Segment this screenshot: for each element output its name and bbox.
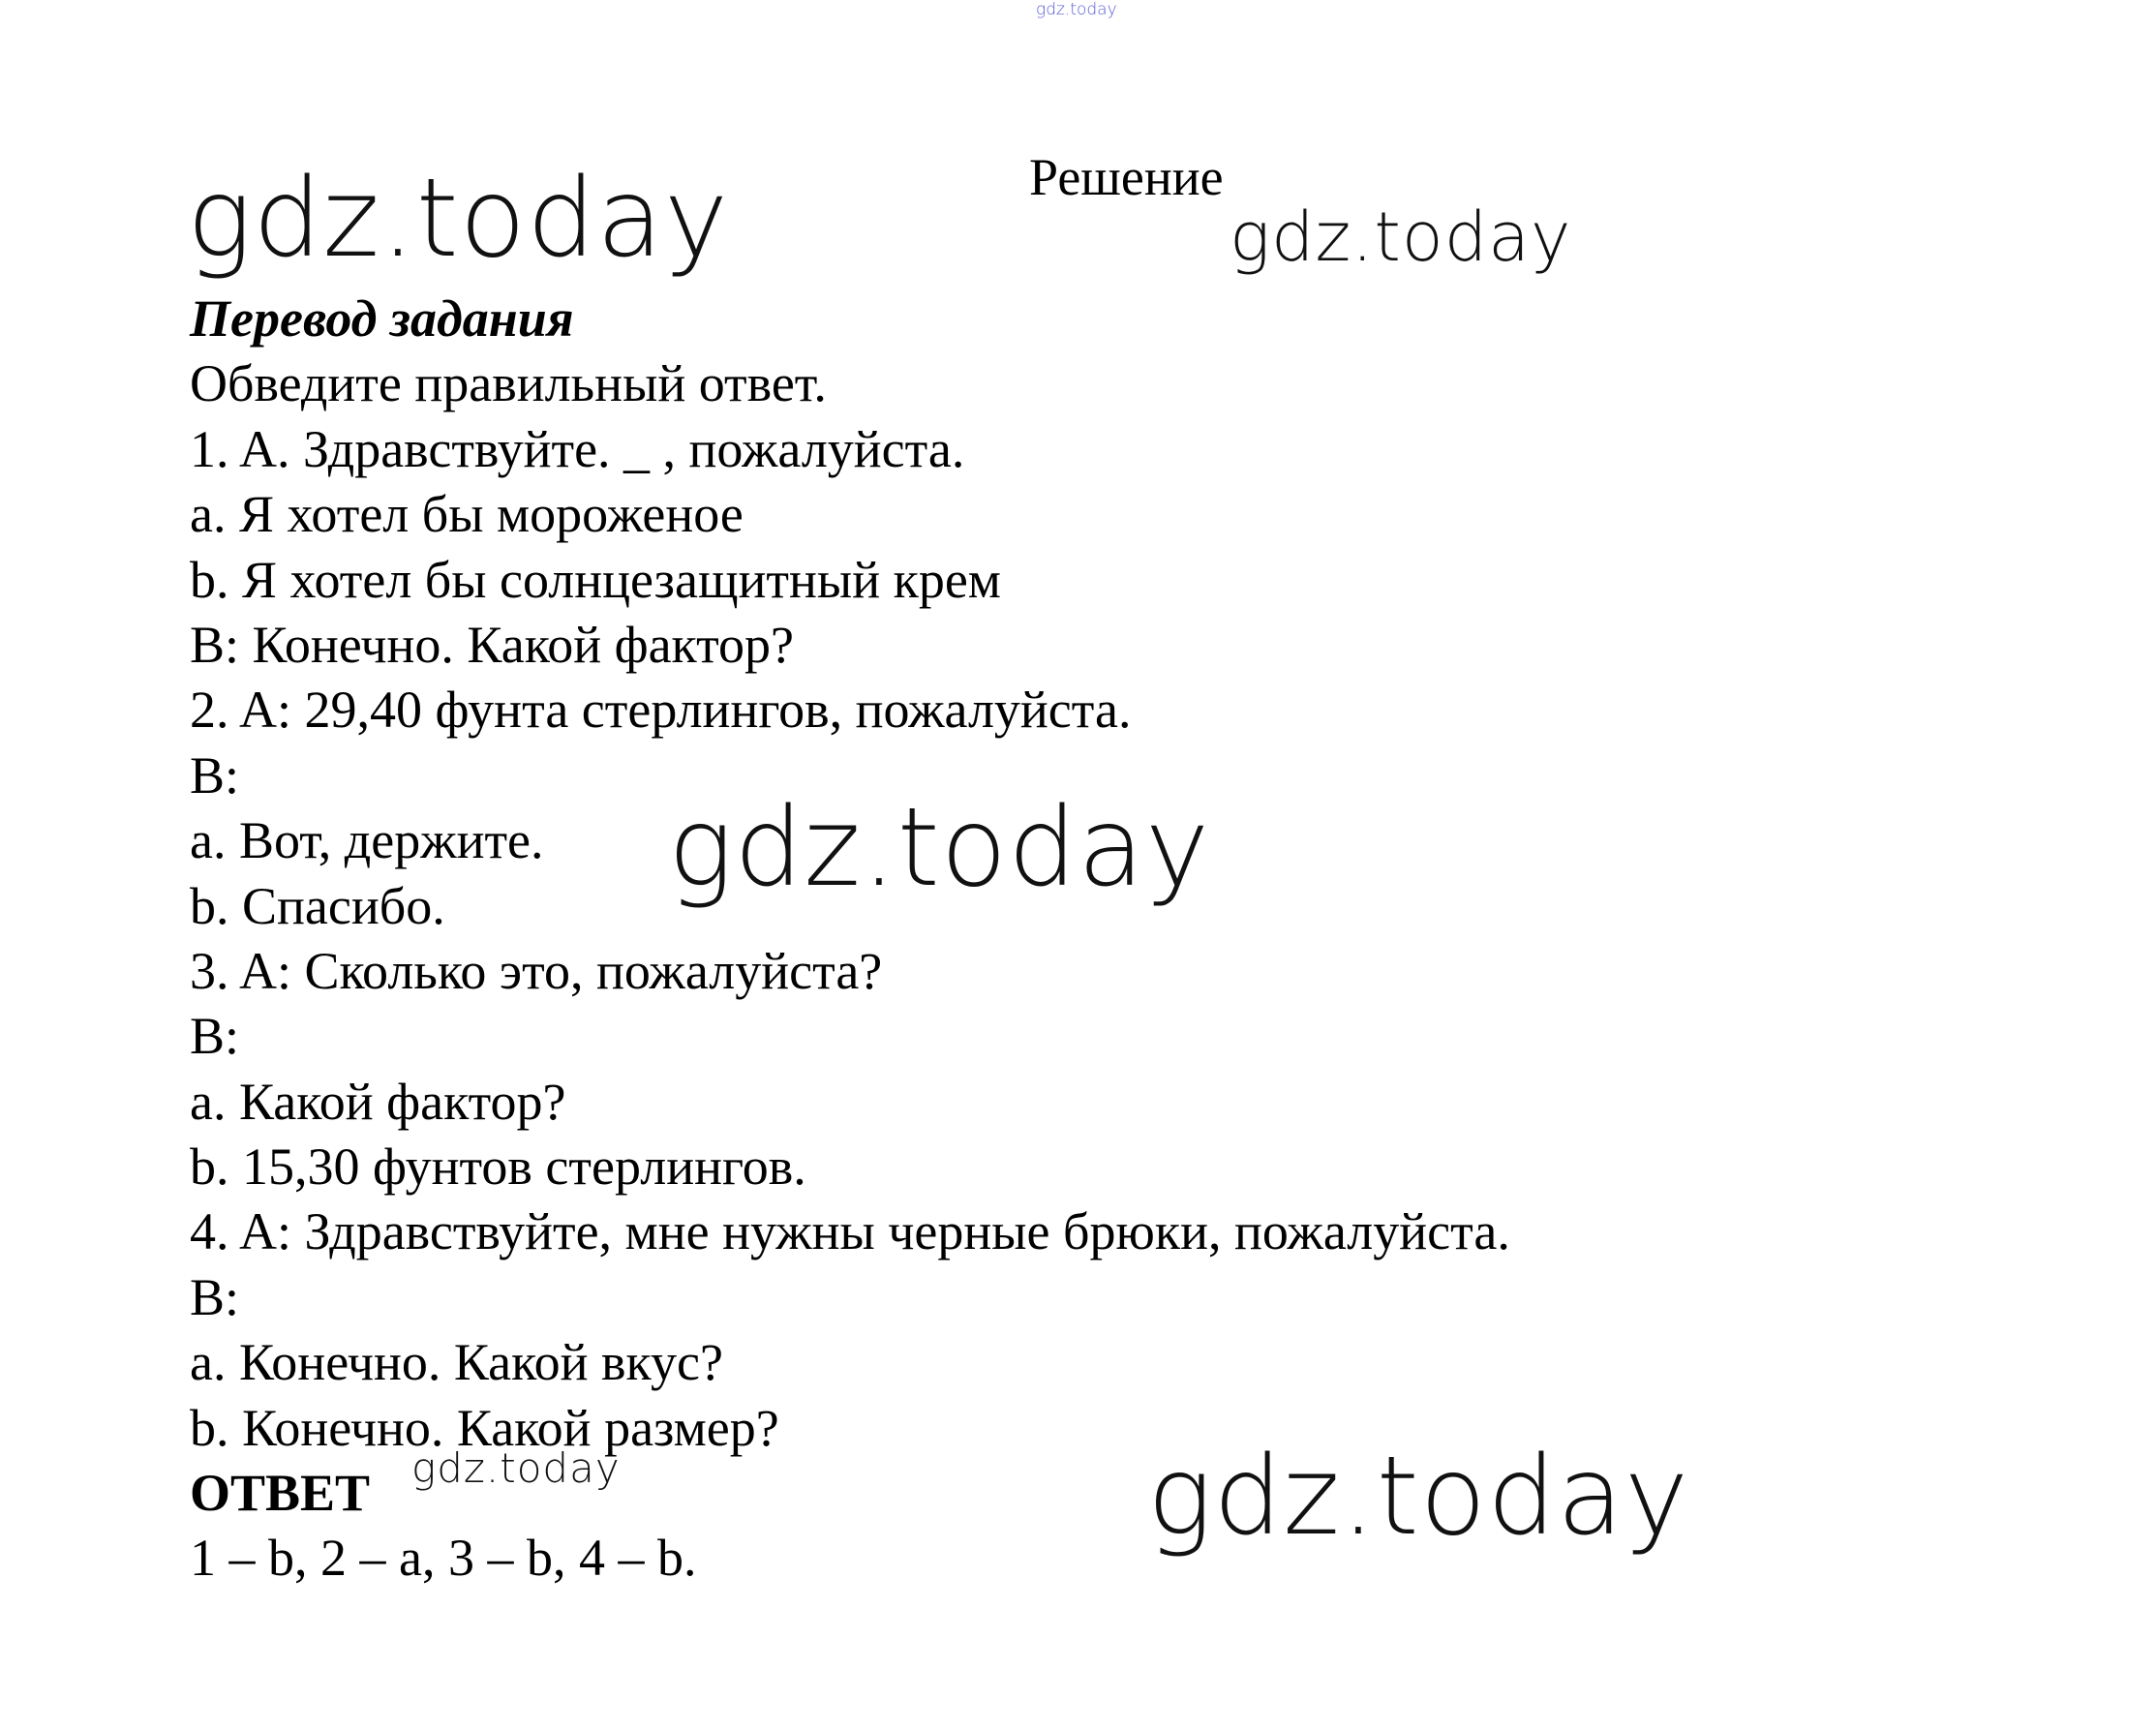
question-1-option-a: a. Я хотел бы мороженое [190,485,744,544]
question-3: 3. A: Сколько это, пожалуйста? [190,941,883,1000]
watermark-small-answer: gdz.today [411,1444,621,1492]
question-2-option-a: a. Вот, держите. [190,811,544,870]
answer-heading: ОТВЕТ [190,1464,371,1523]
question-4-option-a: a. Конечно. Какой вкус? [190,1333,723,1392]
watermark-large-top-left: gdz.today [187,156,730,282]
question-3-option-a: a. Какой фактор? [190,1072,566,1131]
watermark-top: gdz.today [1036,0,1117,19]
question-2-option-b: b. Спасибо. [190,876,445,935]
watermark-medium-top-right: gdz.today [1230,197,1572,277]
task-instruction: Обведите правильный ответ. [190,354,827,413]
question-4: 4. A: Здравствуйте, мне нужны черные брюки, пожалуйста. [190,1202,1510,1261]
question-3-reply-label: B: [190,1007,240,1066]
question-4-reply-label: B: [190,1267,240,1326]
question-1-reply: B: Конечно. Какой фактор? [190,615,794,674]
question-1: 1. A. Здравствуйте. _ , пожалуйста. [190,419,965,478]
question-2-reply-label: B: [190,745,240,804]
watermark-large-bottom-right: gdz.today [1147,1434,1690,1560]
question-2: 2. A: 29,40 фунта стерлингов, пожалуйста. [190,681,1132,740]
answer-text: 1 – b, 2 – a, 3 – b, 4 – b. [190,1529,697,1588]
solution-heading: Решение [1029,148,1224,206]
question-4-option-b: b. Конечно. Какой размер? [190,1398,779,1457]
question-3-option-b: b. 15,30 фунтов стерлингов. [190,1138,806,1197]
task-translation-heading: Перевод задания [190,289,574,348]
question-1-option-b: b. Я хотел бы солнцезащитный крем [190,550,1001,609]
task-document [190,287,1510,1592]
watermark-large-middle: gdz.today [668,785,1211,911]
